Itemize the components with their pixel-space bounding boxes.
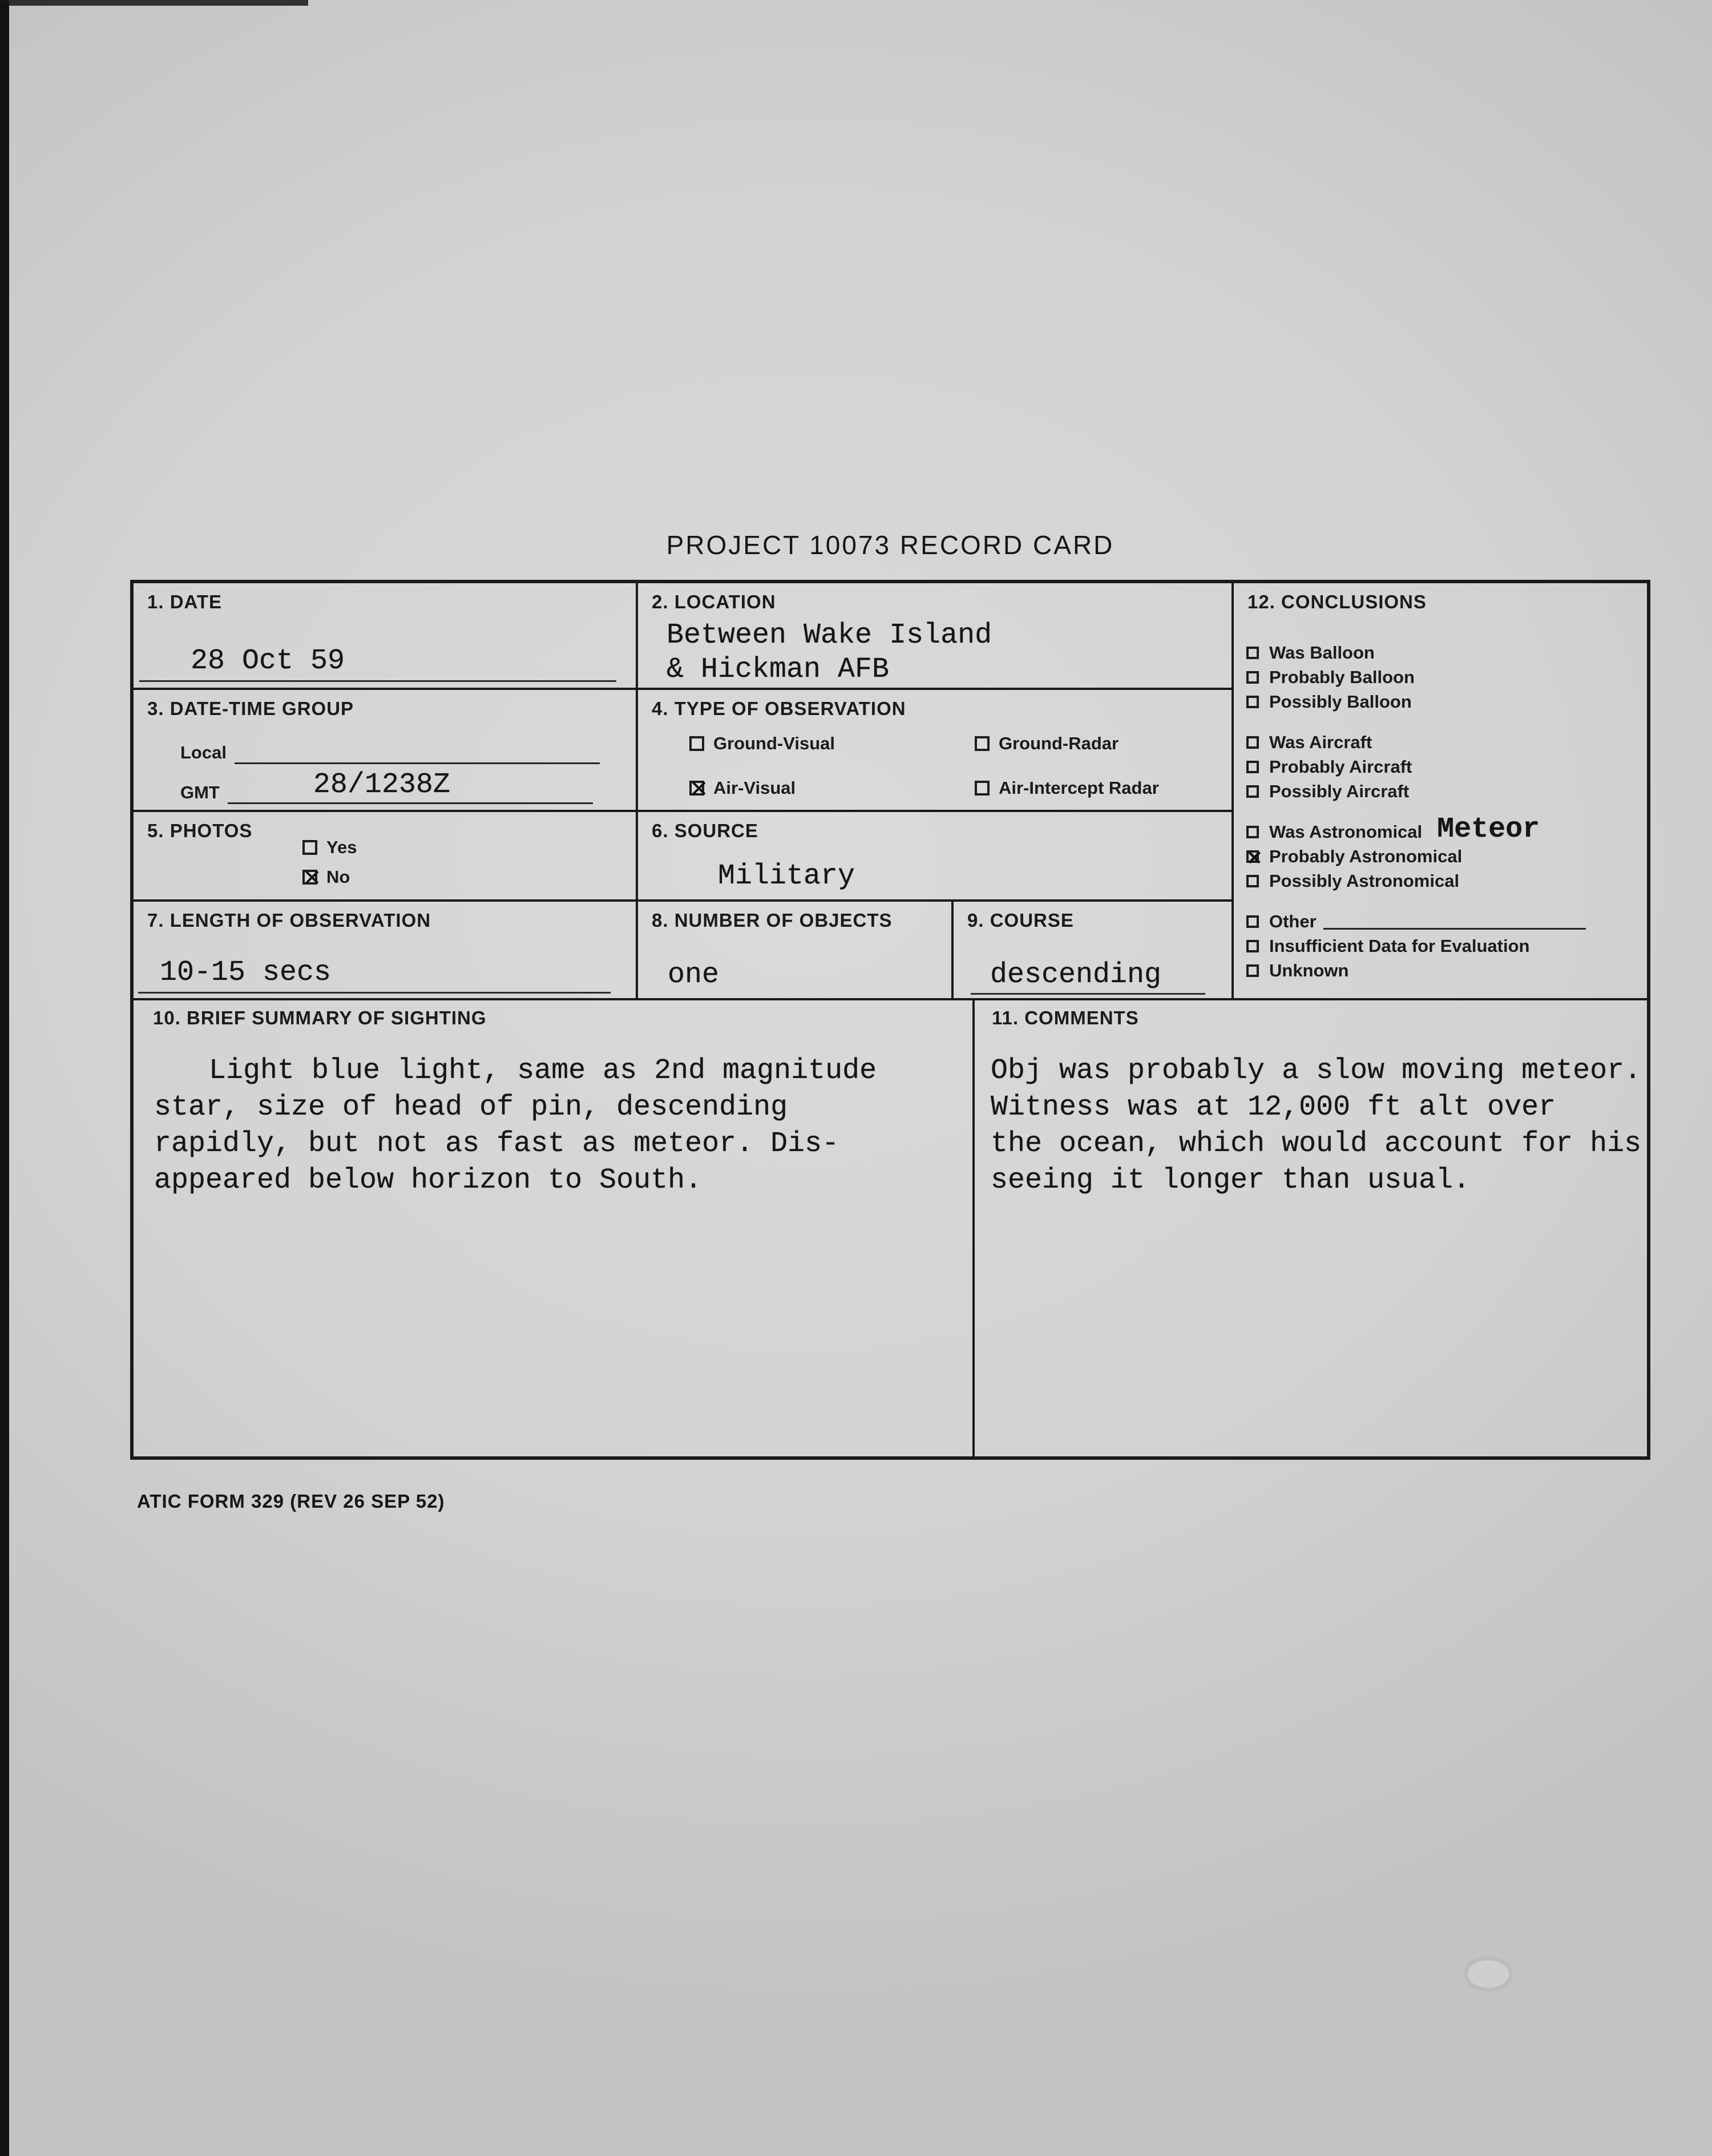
conclusion-label: Possibly Aircraft	[1269, 781, 1410, 801]
card-upper-section	[134, 583, 1647, 1000]
checkbox-icon	[302, 840, 317, 855]
field-type-of-observation	[638, 690, 1231, 812]
option-photos-no	[302, 867, 357, 887]
option-photos-yes	[302, 837, 357, 858]
field-location-value: & Hickman AFB	[667, 653, 890, 686]
field-type-label: 4. TYPE OF OBSERVATION	[652, 698, 906, 719]
field-summary-label: 10. BRIEF SUMMARY OF SIGHTING	[153, 1007, 487, 1028]
conclusion-was-balloon	[1244, 640, 1642, 665]
checkbox-icon	[1246, 850, 1259, 863]
conclusion-label: Was Aircraft	[1269, 732, 1372, 752]
checkbox-icon	[1246, 647, 1259, 659]
conclusion-label: Possibly Balloon	[1269, 691, 1412, 712]
field-number-of-objects	[638, 902, 954, 1000]
field-comments-label: 11. COMMENTS	[992, 1007, 1139, 1028]
field-course-label: 9. COURSE	[967, 910, 1074, 931]
option-label: Air-Visual	[713, 778, 796, 798]
page-title: PROJECT 10073 RECORD CARD	[666, 530, 1115, 560]
field-location	[638, 583, 1231, 690]
option-label: Yes	[326, 837, 357, 857]
checkbox-icon	[1246, 671, 1259, 684]
comments-text-line: Witness was at 12,000 ft alt over	[991, 1091, 1556, 1124]
gmt-value: 28/1238Z	[313, 769, 450, 801]
checkbox-icon	[1246, 785, 1259, 798]
local-label: Local	[180, 742, 227, 762]
conclusion-probably-balloon	[1244, 665, 1642, 689]
field-length-label: 7. LENGTH OF OBSERVATION	[147, 910, 431, 931]
conclusion-unknown	[1244, 958, 1642, 983]
checkbox-icon	[689, 781, 704, 796]
checkbox-icon	[1246, 964, 1259, 977]
field-location-label: 2. LOCATION	[652, 591, 776, 612]
field-source-label: 6. SOURCE	[652, 820, 758, 841]
comments-text-line: the ocean, which would account for his	[991, 1128, 1642, 1160]
conclusion-label: Other	[1269, 911, 1317, 931]
other-blank-line	[1323, 914, 1586, 930]
conclusion-other	[1244, 909, 1642, 934]
field-photos	[134, 812, 638, 902]
conclusion-label: Possibly Astronomical	[1269, 870, 1460, 891]
field-date-time-group	[134, 690, 638, 812]
checkbox-icon	[1246, 761, 1259, 773]
scan-edge-artifact	[0, 0, 9, 2156]
card-lower-section	[134, 1000, 1647, 1456]
gmt-blank-line	[228, 769, 593, 804]
field-conclusions-label: 12. CONCLUSIONS	[1247, 591, 1427, 612]
checkbox-icon	[975, 736, 990, 751]
option-air-visual	[689, 778, 975, 798]
field-photos-label: 5. PHOTOS	[147, 820, 253, 841]
option-label: Ground-Radar	[999, 733, 1119, 753]
conclusion-label: Probably Aircraft	[1269, 756, 1412, 777]
checkbox-icon	[975, 781, 990, 796]
local-blank-line	[235, 734, 600, 764]
conclusion-possibly-aircraft	[1244, 779, 1642, 804]
field-location-value: Between Wake Island	[667, 619, 992, 652]
conclusion-was-aircraft	[1244, 730, 1642, 754]
option-label: Air-Intercept Radar	[999, 778, 1159, 798]
checkbox-icon	[1246, 736, 1259, 749]
field-date-value: 28 Oct 59	[191, 645, 345, 677]
conclusion-probably-aircraft	[1244, 754, 1642, 779]
summary-text-line: star, size of head of pin, descending	[154, 1091, 788, 1124]
record-card	[130, 580, 1650, 1460]
comments-text-line: Obj was probably a slow moving meteor.	[991, 1055, 1642, 1087]
field-source-value: Military	[718, 860, 855, 893]
astronomical-note-value: Meteor	[1437, 813, 1540, 846]
conclusion-label: Was Balloon	[1269, 642, 1375, 663]
conclusion-label: Insufficient Data for Evaluation	[1269, 935, 1530, 956]
conclusion-possibly-astronomical	[1244, 869, 1642, 893]
checkbox-icon	[302, 870, 317, 885]
ruled-line	[138, 992, 611, 994]
field-length-of-observation	[134, 902, 638, 1000]
field-brief-summary	[134, 1000, 975, 1456]
summary-text-line: appeared below horizon to South.	[154, 1164, 702, 1197]
field-number-value: one	[668, 959, 720, 991]
checkbox-icon	[1246, 875, 1259, 887]
conclusion-label: Unknown	[1269, 960, 1349, 980]
option-ground-radar	[975, 733, 1159, 754]
field-conclusions	[1231, 583, 1647, 1000]
ruled-line	[971, 993, 1205, 995]
checkbox-icon	[1246, 696, 1259, 708]
ruled-line	[139, 680, 616, 682]
field-dtg-label: 3. DATE-TIME GROUP	[147, 698, 354, 719]
checkbox-icon	[1246, 915, 1259, 928]
conclusion-was-astronomical	[1244, 813, 1642, 846]
conclusion-possibly-balloon	[1244, 689, 1642, 714]
conclusion-label: Probably Astronomical	[1269, 846, 1463, 866]
option-ground-visual	[689, 733, 975, 754]
field-date	[134, 583, 638, 690]
conclusion-probably-astronomical	[1244, 844, 1642, 869]
conclusion-label: Probably Balloon	[1269, 667, 1415, 687]
conclusion-insufficient-data	[1244, 934, 1642, 958]
card-left-columns	[134, 583, 1231, 1000]
checkbox-icon	[1246, 826, 1259, 838]
field-course-value: descending	[990, 959, 1162, 991]
summary-text-line: Light blue light, same as 2nd magnitude	[209, 1055, 877, 1087]
conclusion-label: Was Astronomical	[1269, 821, 1423, 842]
checkbox-icon	[1246, 940, 1259, 952]
form-number-footer: ATIC FORM 329 (REV 26 SEP 52)	[137, 1491, 445, 1512]
scan-edge-artifact	[0, 0, 308, 6]
comments-text-line: seeing it longer than usual.	[991, 1164, 1471, 1197]
field-source	[638, 812, 1231, 902]
option-label: No	[326, 867, 350, 887]
field-course	[954, 902, 1231, 1000]
summary-text-line: rapidly, but not as fast as meteor. Dis-	[154, 1128, 839, 1160]
option-label: Ground-Visual	[713, 733, 835, 753]
gmt-label: GMT	[180, 782, 220, 802]
option-air-intercept-radar	[975, 778, 1159, 798]
field-length-value: 10-15 secs	[160, 956, 332, 989]
field-number-label: 8. NUMBER OF OBJECTS	[652, 910, 893, 931]
field-date-label: 1. DATE	[147, 591, 223, 612]
scan-artifact-circle	[1464, 1956, 1513, 1992]
checkbox-icon	[689, 736, 704, 751]
field-comments	[975, 1000, 1647, 1456]
